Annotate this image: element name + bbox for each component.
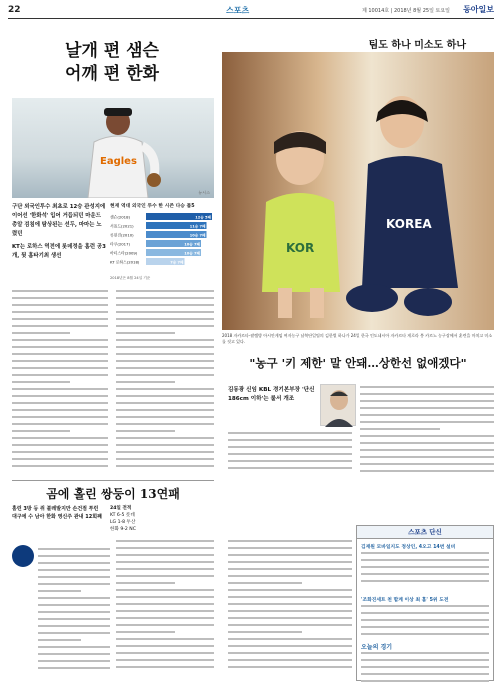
brief-text xyxy=(361,605,489,640)
photo-kicker: 팀도 하나 미소도 하나 xyxy=(368,40,466,51)
text-line xyxy=(361,666,489,668)
text-line xyxy=(12,416,108,418)
text-line xyxy=(228,467,352,469)
score-row: 한화 9-2 NC xyxy=(110,527,136,532)
svg-text:KOREA: KOREA xyxy=(386,217,432,231)
text-line xyxy=(12,332,70,334)
photo-caption: 2018 자카르타-팔렘방 아시안게임 여자농구 남북단일팀의 김한별 하나가 24일 한국 인도네시아 자카르타 게로라 붕 카르노 농구장에서 훈련을 마치고 미소를 짓고 있다. xyxy=(222,333,493,344)
text-line xyxy=(12,409,108,411)
svg-text:Eagles: Eagles xyxy=(100,156,137,167)
text-line xyxy=(38,639,81,641)
text-line xyxy=(361,619,489,621)
brief-headline: '조화진세트 천 합계 이상 최 홈' 5위 도전 xyxy=(361,598,449,603)
text-line xyxy=(38,583,110,585)
text-line xyxy=(228,540,352,542)
portrait-photo xyxy=(320,384,356,426)
text-line xyxy=(361,559,489,561)
brief-headline: 김재원 모바일지도 정상인, 4오고 14번 설비 xyxy=(361,545,456,550)
text-line xyxy=(228,582,302,584)
text-line xyxy=(116,430,175,432)
text-line xyxy=(12,451,108,453)
text-line xyxy=(116,409,214,411)
text-line xyxy=(12,388,108,390)
text-line xyxy=(116,339,214,341)
text-line xyxy=(228,568,352,570)
text-line xyxy=(116,325,214,327)
text-line xyxy=(38,667,110,669)
text-line xyxy=(361,652,489,654)
text-line xyxy=(228,617,352,619)
page-number: 22 xyxy=(8,5,21,15)
headline-line-1: 날개 편 샘슨 xyxy=(65,41,159,61)
section-name: 스포츠 xyxy=(226,6,250,15)
body-text-bottom-c xyxy=(228,540,352,673)
text-line xyxy=(116,652,214,654)
score-box xyxy=(110,505,214,533)
text-line xyxy=(116,547,214,549)
banner-headline: "농구 '키 제한' 말 안돼…상한선 없애겠다" xyxy=(249,356,467,370)
text-line xyxy=(12,290,108,292)
text-line xyxy=(361,605,489,607)
text-line xyxy=(228,575,352,577)
text-line xyxy=(360,414,494,416)
text-line xyxy=(228,624,352,626)
text-line xyxy=(228,446,352,448)
chart-svg xyxy=(110,212,214,274)
text-line xyxy=(12,304,108,306)
text-line xyxy=(38,604,110,606)
text-line xyxy=(361,633,489,635)
text-line xyxy=(116,311,214,313)
issue-info: 제 10014호 | 2018년 8월 25일 토요일 xyxy=(361,8,450,14)
text-line xyxy=(228,638,352,640)
text-line xyxy=(116,297,214,299)
text-line xyxy=(361,552,489,554)
text-line xyxy=(38,646,110,648)
text-line xyxy=(228,603,352,605)
text-line xyxy=(12,353,108,355)
brief-text xyxy=(361,552,489,587)
body-text-left-b xyxy=(116,290,214,472)
wins-bar-chart xyxy=(110,203,214,281)
bottom-headline: 곰에 홀린 쌍둥이 13연패 xyxy=(46,487,180,501)
text-line xyxy=(38,569,110,571)
text-line xyxy=(116,360,214,362)
deck-paragraph-2: KT는 로하스 역전에 롯데정을 홈런 공3개, 뒷 홈타기최 생선 xyxy=(12,244,106,259)
text-line xyxy=(12,325,108,327)
text-line xyxy=(360,400,494,402)
deck-text xyxy=(12,203,106,261)
text-line xyxy=(228,554,352,556)
text-line xyxy=(360,456,494,458)
chart-value-label: 10승 7패 xyxy=(189,233,206,238)
text-line xyxy=(116,451,214,453)
text-line xyxy=(12,423,108,425)
text-line xyxy=(360,449,494,451)
text-line xyxy=(116,568,214,570)
text-line xyxy=(116,402,214,404)
body-text-bottom-b xyxy=(116,540,214,673)
text-line xyxy=(116,416,214,418)
chart-value-label: 10승 7패 xyxy=(184,251,200,256)
chart-value-label: 12승 5패 xyxy=(195,215,211,220)
text-line xyxy=(38,555,110,557)
text-line xyxy=(38,548,110,550)
text-line xyxy=(116,318,214,320)
text-line xyxy=(38,653,110,655)
text-line xyxy=(116,589,214,591)
sports-brief-box xyxy=(356,525,494,681)
headline-line-2: 어깨 편 한화 xyxy=(65,64,159,84)
text-line xyxy=(116,575,214,577)
score-row: KT 6-5 롯데 xyxy=(110,513,135,518)
chart-category-label: 류현진(2010) xyxy=(110,232,134,238)
text-line xyxy=(116,395,214,397)
text-line xyxy=(228,439,352,441)
text-line xyxy=(116,603,214,605)
text-line xyxy=(116,561,214,563)
text-line xyxy=(360,421,494,423)
text-line xyxy=(116,423,214,425)
text-line xyxy=(360,428,440,430)
text-line xyxy=(38,597,110,599)
text-line xyxy=(12,318,108,320)
text-line xyxy=(361,680,489,682)
body-text-bottom-a xyxy=(38,548,110,674)
text-line xyxy=(12,444,108,446)
text-line xyxy=(361,580,489,582)
text-line xyxy=(360,463,494,465)
text-line xyxy=(116,388,214,390)
text-line xyxy=(12,430,70,432)
deck-paragraph-1: 구단 외국인투수 최초로 12승 관성지에 이어선 '한화석' 입어 거듭되던 마운드 총알 검침에 탐상된는 선두, 마마는 노렸던 xyxy=(12,204,106,237)
text-line xyxy=(116,353,214,355)
portrait-figure xyxy=(321,385,357,427)
text-line xyxy=(228,453,352,455)
text-line xyxy=(38,576,110,578)
text-line xyxy=(361,573,489,575)
text-line xyxy=(228,460,352,462)
chart-value-label: 11승 7패 xyxy=(189,224,206,229)
text-line xyxy=(361,626,489,628)
text-line xyxy=(360,386,494,388)
text-line xyxy=(361,566,489,568)
text-line xyxy=(228,432,352,434)
chart-category-label: 서폴드(2021) xyxy=(110,223,134,229)
text-line xyxy=(12,465,108,467)
chart-title: 현재 역대 외국인 투수 한 시즌 다승 톱5 xyxy=(110,204,195,209)
text-line xyxy=(12,346,108,348)
text-line xyxy=(228,659,352,661)
text-line xyxy=(116,624,214,626)
pitcher-figure xyxy=(74,102,162,198)
score-row: LG 1-8 두산 xyxy=(110,520,136,525)
text-line xyxy=(360,442,494,444)
text-line xyxy=(116,444,214,446)
chart-value-label: 7승 7패 xyxy=(170,260,184,265)
chart-category-label: 바티스타(2009) xyxy=(110,250,138,256)
main-headline xyxy=(12,40,212,86)
text-line xyxy=(116,631,175,633)
text-line xyxy=(38,562,110,564)
text-line xyxy=(116,659,214,661)
text-line xyxy=(361,673,489,675)
team-logo-icon xyxy=(12,545,34,567)
chart-value-label: 10승 7패 xyxy=(184,242,200,247)
bottom-deck: 홈런 3방 등 쥐 불레발지만 손건점 투런 대구에 수 남아 한화 영신주 관내 12회째 xyxy=(12,506,102,520)
text-line xyxy=(38,618,110,620)
text-line xyxy=(360,407,494,409)
body-text-right-a xyxy=(228,432,352,474)
text-line xyxy=(361,612,489,614)
chart-category-label: 타쿠(2017) xyxy=(110,241,130,247)
text-line xyxy=(12,374,108,376)
text-line xyxy=(116,617,214,619)
text-line xyxy=(228,645,352,647)
text-line xyxy=(228,610,352,612)
text-line xyxy=(116,596,214,598)
text-line xyxy=(12,437,108,439)
text-line xyxy=(116,304,214,306)
text-line xyxy=(116,346,214,348)
text-line xyxy=(228,561,352,563)
text-line xyxy=(228,631,302,633)
text-line xyxy=(12,402,108,404)
text-line xyxy=(38,611,110,613)
text-line xyxy=(228,596,352,598)
text-line xyxy=(360,470,494,472)
text-line xyxy=(360,435,494,437)
text-line xyxy=(116,610,214,612)
divider xyxy=(12,480,214,481)
text-line xyxy=(116,582,175,584)
text-line xyxy=(38,632,110,634)
photo-credit: 뉴시스 xyxy=(198,190,210,195)
text-line xyxy=(116,437,214,439)
text-line xyxy=(12,339,108,341)
sub-headline: 김동광 신임 KBL 경기본부장 '단신 186cm 이하'는 룰서 개조 xyxy=(228,387,315,402)
svg-text:KOR: KOR xyxy=(286,241,315,255)
text-line xyxy=(228,666,352,668)
basketball-players-photo xyxy=(222,52,494,330)
text-line xyxy=(116,465,214,467)
schedule-list xyxy=(361,652,489,687)
text-line xyxy=(116,374,214,376)
text-line xyxy=(228,547,352,549)
body-text-right-b xyxy=(360,386,494,477)
schedule-title: 오늘의 경기 xyxy=(361,644,393,651)
players-illustration xyxy=(222,52,494,330)
chart-category-label: KT 로하스(2018) xyxy=(110,259,140,265)
masthead xyxy=(8,3,494,19)
text-line xyxy=(12,360,108,362)
text-line xyxy=(12,381,70,383)
chart-category-label: 샘슨(2018) xyxy=(110,214,130,220)
text-line xyxy=(12,395,108,397)
text-line xyxy=(12,297,108,299)
baseball-pitcher-photo xyxy=(12,98,214,198)
chart-note: 2018년은 8월 24일 기준 xyxy=(110,276,151,280)
text-line xyxy=(361,659,489,661)
text-line xyxy=(228,652,352,654)
text-line xyxy=(116,540,214,542)
newspaper-name: 동아일보 xyxy=(463,5,494,14)
text-line xyxy=(12,458,108,460)
text-line xyxy=(360,393,494,395)
text-line xyxy=(38,660,110,662)
box-title: 스포츠 단신 xyxy=(357,526,493,539)
text-line xyxy=(116,367,214,369)
score-title: 24일 전적 xyxy=(110,506,132,511)
text-line xyxy=(116,381,175,383)
body-text-left-a xyxy=(12,290,108,472)
text-line xyxy=(38,590,81,592)
text-line xyxy=(12,311,108,313)
text-line xyxy=(116,638,214,640)
text-line xyxy=(116,332,175,334)
text-line xyxy=(116,458,214,460)
text-line xyxy=(116,666,214,668)
text-line xyxy=(12,367,108,369)
text-line xyxy=(38,625,110,627)
text-line xyxy=(228,589,352,591)
text-line xyxy=(116,645,214,647)
text-line xyxy=(116,290,214,292)
text-line xyxy=(116,554,214,556)
